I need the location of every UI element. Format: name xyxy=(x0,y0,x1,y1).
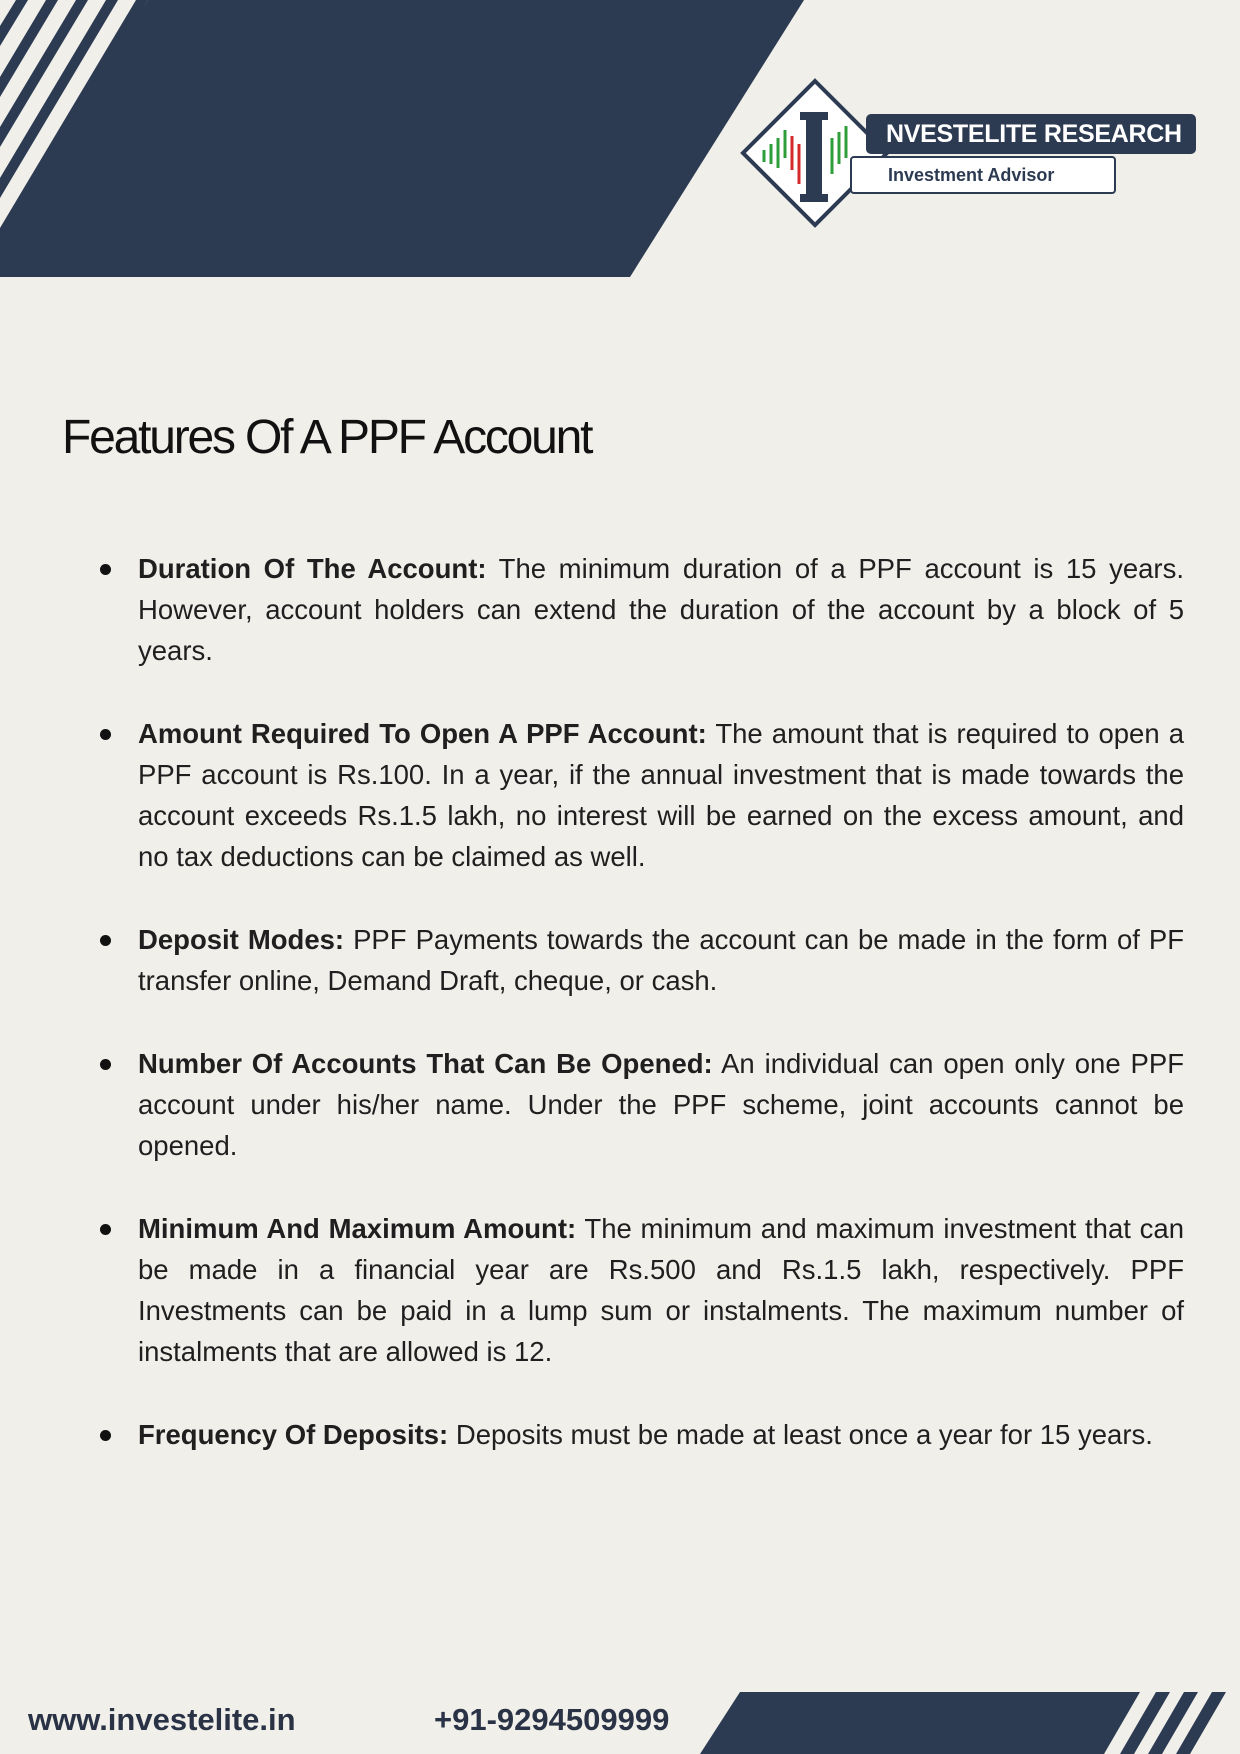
feature-item-number-of-accounts xyxy=(94,1043,1184,1166)
bullet-icon xyxy=(100,564,111,575)
footer-phone: +91-9294509999 xyxy=(434,1702,670,1737)
feature-text: PPF Payments towards the account can be made in the form of PF transfer online, Demand Draft, cheque, or cash. xyxy=(138,924,1185,996)
feature-item-duration xyxy=(94,548,1184,671)
bullet-icon xyxy=(100,1224,111,1235)
feature-text: The minimum and maximum investment that can be made in a financial year are Rs.500 and Rs.1.5 lakh, respectively. PPF Investments can be paid in a lump sum or instalments. The maximum number of instalments that are allowed is 12. xyxy=(138,1213,1184,1367)
feature-text: Deposits must be made at least once a year for 15 years. xyxy=(455,1419,1153,1450)
brand-tagline: Investment Advisor xyxy=(850,156,1116,194)
feature-label: Deposit Modes: xyxy=(138,924,345,955)
features-list xyxy=(94,548,1184,1497)
feature-text: The minimum duration of a PPF account is 15 years. However, account holders can extend the duration of the account by a block of 5 years. xyxy=(138,553,1184,666)
feature-text: An individual can open only one PPF account under his/her name. Under the PPF scheme, joint accounts cannot be opened. xyxy=(138,1048,1184,1161)
brand-logo xyxy=(740,78,1210,228)
feature-label: Amount Required To Open A PPF Account: xyxy=(138,718,707,749)
feature-item-amount-required xyxy=(94,713,1184,877)
feature-text: The amount that is required to open a PPF account is Rs.100. In a year, if the annual investment that is made towards the account exceeds Rs.1.5 lakh, no interest will be earned on the excess amount, and no tax deductions can be claimed as well. xyxy=(138,718,1184,872)
bullet-icon xyxy=(100,1059,111,1070)
feature-item-deposit-frequency xyxy=(94,1414,1184,1455)
feature-label: Frequency Of Deposits: xyxy=(138,1419,449,1450)
feature-label: Minimum And Maximum Amount: xyxy=(138,1213,577,1244)
bullet-icon xyxy=(100,935,111,946)
bullet-icon xyxy=(100,1430,111,1441)
feature-item-min-max-amount xyxy=(94,1208,1184,1372)
footer-banner-graphic xyxy=(700,1692,1240,1754)
page-title: Features Of A PPF Account xyxy=(62,411,592,464)
bullet-icon xyxy=(100,729,111,740)
feature-label: Duration Of The Account: xyxy=(138,553,487,584)
footer-website: www.investelite.in xyxy=(28,1702,296,1737)
feature-item-deposit-modes xyxy=(94,919,1184,1001)
brand-name: NVESTELITE RESEARCH xyxy=(866,114,1196,154)
feature-label: Number Of Accounts That Can Be Opened: xyxy=(138,1048,713,1079)
